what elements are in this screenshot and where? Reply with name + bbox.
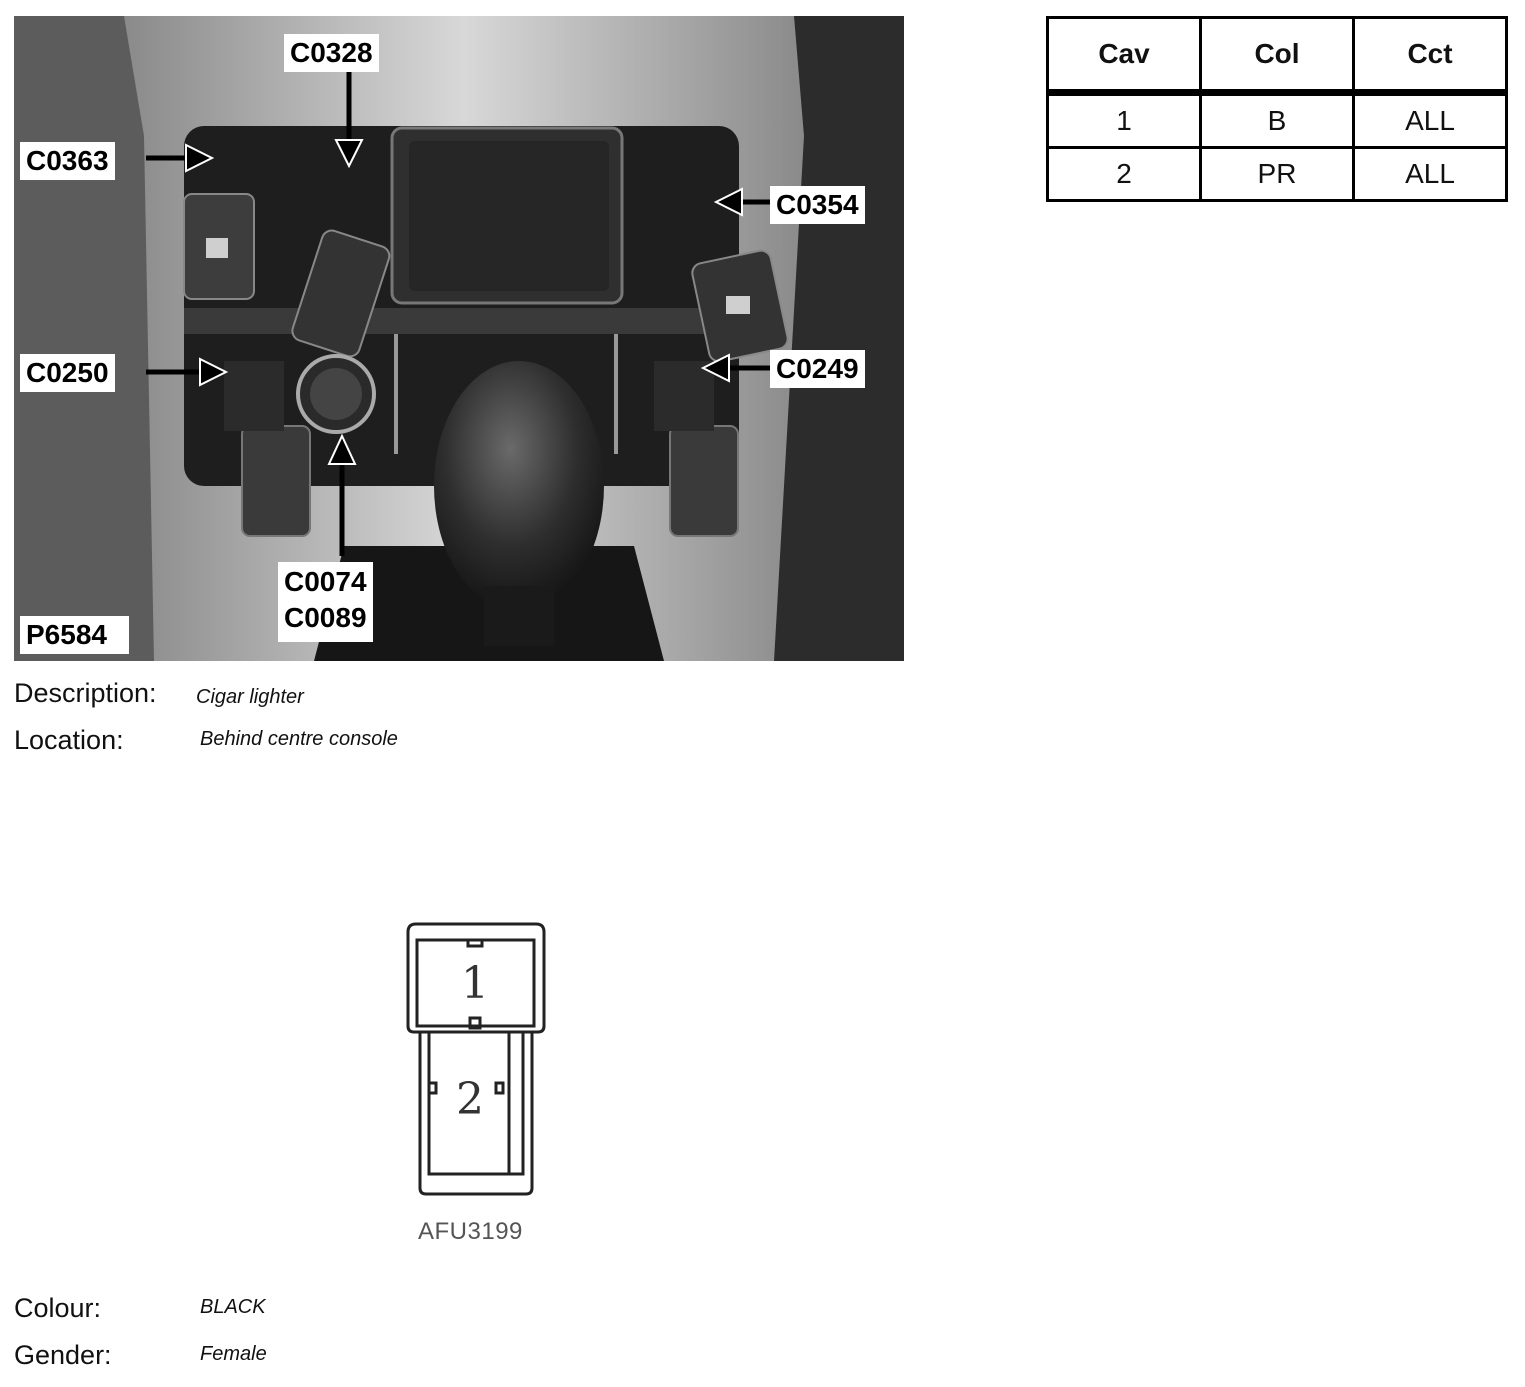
pin-table-container <box>1046 16 1508 202</box>
pin-table-header-row <box>1048 18 1507 93</box>
description-label: Description: <box>14 678 157 708</box>
location-value: Behind centre console <box>200 728 398 750</box>
callout-c0249: C0249 <box>770 350 865 388</box>
callout-c0074-c0089 <box>278 562 373 642</box>
diagram-code: AFU3199 <box>418 1218 523 1245</box>
location-label: Location: <box>14 725 124 755</box>
header-cav: Cav <box>1048 18 1201 93</box>
colour-label: Colour: <box>14 1293 102 1323</box>
header-cct: Cct <box>1354 18 1507 93</box>
colour-value: BLACK <box>200 1296 266 1318</box>
console-photo <box>14 16 904 661</box>
header-col: Col <box>1201 18 1354 93</box>
gender-label: Gender: <box>14 1340 112 1370</box>
cell-cav: 2 <box>1048 148 1201 201</box>
table-row <box>1048 93 1507 148</box>
cell-cct: ALL <box>1354 148 1507 201</box>
photo-reference: P6584 <box>20 616 129 654</box>
console-photo-illustration <box>14 16 904 661</box>
connector-face-diagram <box>400 918 550 1218</box>
cell-cct: ALL <box>1354 93 1507 148</box>
callout-c0074: C0074 <box>284 566 367 597</box>
callout-c0250: C0250 <box>20 354 115 392</box>
description-value: Cigar lighter <box>196 686 304 708</box>
callout-c0328: C0328 <box>284 34 379 72</box>
callout-c0354: C0354 <box>770 186 865 224</box>
cell-cav: 1 <box>1048 93 1201 148</box>
cavity-1-label: 1 <box>461 958 489 1009</box>
cell-col: PR <box>1201 148 1354 201</box>
pin-table <box>1046 16 1508 202</box>
table-row <box>1048 148 1507 201</box>
gender-value: Female <box>200 1343 267 1365</box>
callout-c0089: C0089 <box>284 602 367 633</box>
cell-col: B <box>1201 93 1354 148</box>
callout-c0363: C0363 <box>20 142 115 180</box>
cavity-2-label: 2 <box>456 1074 484 1125</box>
